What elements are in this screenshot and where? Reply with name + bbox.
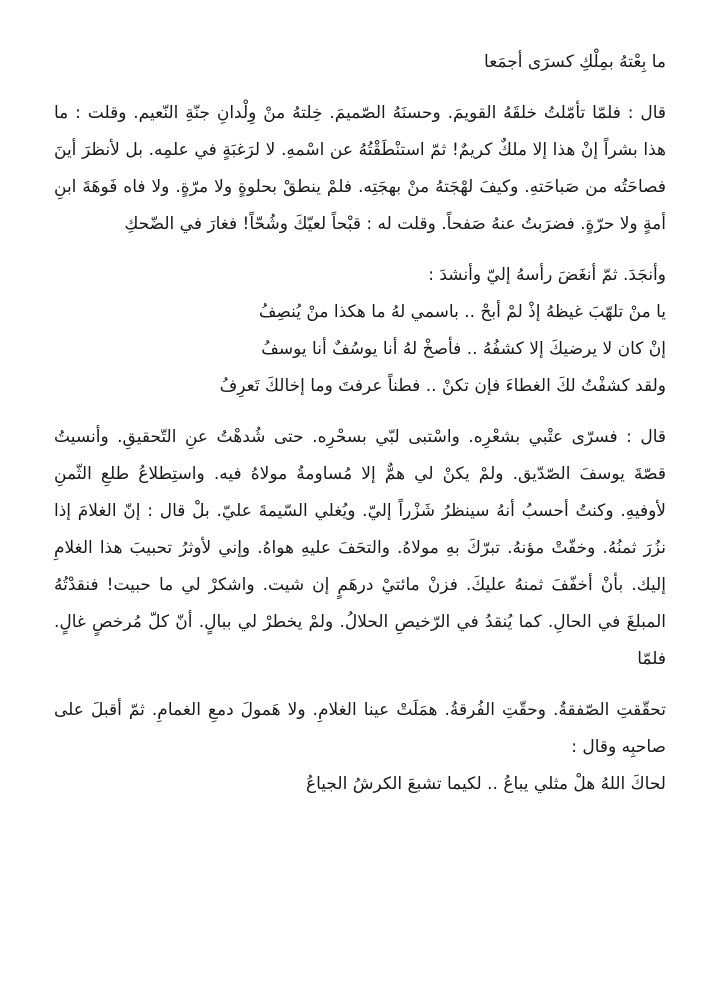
narrative-paragraph: قال : فلمّا تأمّلتُ خلقَهُ القويمَ. وحسنَهُ الصّميمَ. خِلتهُ منْ وِلْدانِ جنّةِ النّعيم. وقلت : ما هذا بشراً إنْ هذا إلا ملكٌ كريمٌ! ثمّ استنْطَقْتُهُ عن اسْمهِ. لا لرَغبَةٍ في علمِه. بل لأنظرَ أينَ فصاحَتُه من صَباحَتهِ. وكيفَ لهْجَتهُ منْ بهجَتِه. فلمْ ينطقْ بحلوةٍ ولا مرّةٍ. ولا فاه فَوهَةَ ابنِ أمةٍ ولا حرّةٍ. فضرَبتُ عنهُ صَفحاً. وقلت له : قبْحاً لعيّكَ وشُحّاً! فغارَ في الضّحكِ bbox=[54, 103, 666, 234]
poem-verse: إنْ كان لا يرضيكَ إلا كشفُهُ .. فأصخْ لهُ أنا يوسُفٌ أنا يوسفُ bbox=[261, 339, 666, 359]
poem-verse: لحاكَ اللهُ هلْ مثلي يباعُ .. لكيما تشبعَ الكرشُ الجياعُ bbox=[305, 774, 666, 794]
verse-line-opening: ما بِعْتهُ بمِلْكِ كسرَى أجمَعا bbox=[484, 52, 666, 72]
narrative-paragraph: قال : فسرّى عتْبي بشعْرِه. واسْتبى لبّي بسحْرِه. حتى شُدهْتُ عنِ التّحقيقِ. وأنسيتُ قصّةَ يوسفَ الصّدّيق. ولمْ يكنْ لي همٌّ إلا مُساومةُ مولاهُ فيه. واستِطلاعُ طلعِ الثّمنِ لأوفيهِ. وكنتُ أحسبُ أنهُ سينظرُ شَزْراً إليّ. ويُغلي السّيمةَ عليّ. بلْ قال : إنّ الغلامَ إذا نزُرَ ثمنُهُ. وخفّتْ مؤنهُ. تبرّكَ بهِ مولاهُ. والتحَفَ عليهِ هواهُ. وإني لأوثرُ تحبيبَ هذا الغلامِ إليك. بأنْ أخفّفَ ثمنهُ عليكَ. فزنْ مائتيْ درهَمٍ إن شيت. واشكرْ لي ما حبيت! فنقدْتُهُ المبلغَ في الحالِ. كما يُنقدُ في الرّخيصِ الحلالُ. ولمْ يخطرْ لي ببالٍ. أنّ كلّ مُرخصٍ غالٍ. فلمّا bbox=[54, 427, 666, 669]
poem-verse: ولقد كشفْتُ لكَ الغطاءَ فإن تكنْ .. فطناً عرفتَ وما إخالكَ تَعرِفُ bbox=[219, 376, 666, 396]
narrative-paragraph: وأنجَدَ. ثمّ أنغَضَ رأسهُ إليّ وأنشدَ : bbox=[428, 265, 666, 285]
narrative-paragraph: تحقّقتِ الصّفقةُ. وحقّتِ الفُرقةُ. همَلَتْ عينا الغلامِ. ولا هَمولَ دمعِ الغمامِ. ثمّ أقبلَ على صاحبِه وقال : bbox=[54, 700, 666, 757]
poem-verse: يا منْ تلهّبَ غيظهُ إذْ لمْ أبحْ .. باسمي لهُ ما هكذا منْ يُنصِفُ bbox=[258, 302, 666, 322]
